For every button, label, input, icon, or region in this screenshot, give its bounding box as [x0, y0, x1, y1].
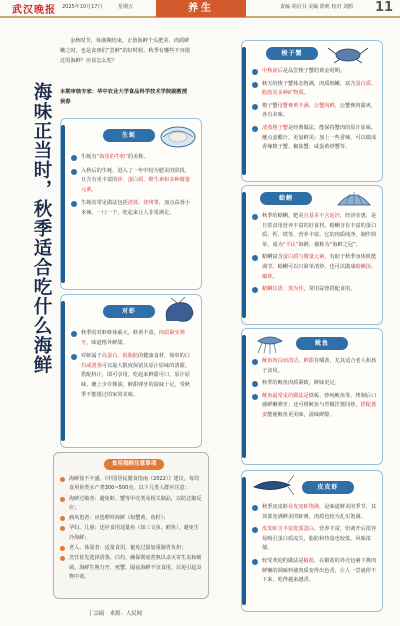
bullet-item [252, 557, 378, 586]
bullet-item [71, 153, 195, 163]
clam-title: 蛤蜊 [260, 192, 312, 205]
item-highlight: 蛤蜊汤、爆炒 [262, 263, 377, 280]
oyster-items [71, 153, 195, 223]
item-highlight: 锌、蛋白质、维生素和多种微量元素 [81, 177, 190, 193]
bullet-item [71, 199, 195, 218]
item-highlight: 高蛋白、低脂肪 [101, 353, 139, 360]
item-text: 的美称。 [127, 154, 149, 160]
bullet-icon [252, 69, 258, 75]
item-text: ，是味道鲜美的季节，其顶部充满鲜美的虾膏，肉质也较为扎实饱满。 [262, 504, 377, 520]
section-label: 养生 [156, 0, 246, 17]
item-highlight: “平民” [282, 241, 299, 248]
issue-weekday: 星期五 [118, 4, 134, 10]
item-text: 铁板、炒炖鱿鱼等，烤制后口感鲜嫩弹牙；还可将鱿鱼与青椒洋葱同炒， [262, 392, 377, 409]
item-text: ：避免虾、蟹等甲壳类及相关制品，以防过敏反应； [69, 495, 202, 511]
item-highlight: 中秋前后 [262, 68, 283, 74]
bullet-item [252, 124, 378, 153]
intro-paragraph: 金秋时节，休渔期结束，正值海鲜个头肥美、肉质鲜嫩之时，也是食客们“尝鲜”的好时候。秋季有哪些不容错过的海鲜？应该怎么吃？ [60, 38, 190, 64]
clam-card [241, 185, 383, 325]
bullet-icon [71, 169, 77, 175]
item-text: ：应选嘌呤海鲜（如蟹黄、鱼籽）； [89, 515, 169, 522]
item-highlight: 蛤蜊以清、蒸为佳 [262, 286, 304, 293]
item-text: 生蚝有 [81, 154, 97, 160]
mantis-shrimp-card [241, 470, 383, 612]
item-text: ，经济实惠，是日常食用营养丰富的好食材。蛤蜊含有丰富的蛋白质、钙、铁等，营养丰富。它的肉质纯净，制作简单，成为 [262, 213, 377, 248]
mantis-shrimp-items [252, 503, 378, 589]
item-text: 对虾属于 [81, 353, 102, 360]
item-text: ，公蟹膏肉甜爽，各有美味。 [262, 102, 377, 119]
bullet-item [60, 475, 202, 494]
issue-date: 2025年10月17日 [62, 4, 103, 10]
notes-title: 食用海鲜注意事项 [104, 459, 164, 470]
crab-items [252, 67, 378, 156]
card-stripe [242, 47, 246, 175]
clam-items [252, 212, 378, 298]
item-highlight: 皮皮虾含丰富优质蛋白 [262, 526, 314, 533]
card-stripe [242, 192, 246, 318]
item-text: ：适量食用，避免过量加重肠胃负担； [99, 545, 187, 552]
item-text: 秋季皮皮虾 [262, 504, 288, 510]
item-text: 秋季的鱿鱼肉质紧致，鲜味更足。 [262, 380, 340, 387]
item-highlight: 每周食用鱼类水产类300~500克 [69, 476, 200, 492]
source-credit: 丁宗硕 来源：人民网 [88, 611, 142, 617]
bullet-icon [60, 516, 65, 521]
bullet-icon [252, 255, 258, 261]
bullet-icon [60, 546, 65, 551]
crab-card [241, 40, 383, 182]
item-text: 等，加点蒜蓉小米辣，一口一个，吃起来让人非常满足。 [81, 200, 190, 216]
squid-title: 鱿鱼 [296, 337, 348, 350]
item-text: 生蚝的常见做法包括 [81, 200, 128, 207]
item-highlight: 白灼或清蒸 [81, 353, 190, 369]
bullet-item [252, 392, 378, 421]
mantis-shrimp-icon [250, 473, 294, 499]
mantis-shrimp-title: 皮皮虾 [302, 481, 354, 494]
card-stripe [61, 301, 65, 441]
card-stripe [242, 335, 246, 458]
bullet-icon [60, 556, 65, 561]
item-highlight: 鱿鱼肉白而清洁，鲜甜 [262, 358, 314, 364]
item-highlight: 清蒸梭子蟹 [262, 124, 288, 131]
item-highlight: 肉质紧实弹牙 [81, 330, 185, 346]
item-text: 。 [272, 273, 278, 280]
bullet-item [60, 495, 202, 514]
item-text: 是经典做法，能保持蟹肉的原汁原味。蘸点姜醋汁，更加鲜美；加上一些香辣，可以做成香辣梭子蟹、椒盐蟹、咸蛋黄炒蟹等。 [262, 124, 377, 151]
item-text: 。 [303, 90, 309, 97]
crab-icon [326, 42, 370, 64]
bullet-icon [252, 505, 258, 511]
squid-icon [254, 331, 288, 355]
bullet-icon [71, 354, 77, 360]
shrimp-items [71, 329, 195, 404]
squid-card [241, 328, 383, 465]
page-number: 11 [375, 0, 394, 15]
item-highlight: 清蒸、烧烤 [127, 200, 154, 207]
bullet-icon [71, 201, 77, 207]
bullet-item [252, 212, 378, 250]
item-text: ，在椒盐的外壳包裹下酱肉鲜嫩的调味料使肉质变得出色香，让人一尝就停不下来，吃得越来越香。 [262, 557, 377, 584]
bullet-icon [252, 527, 258, 533]
bullet-icon [71, 331, 77, 337]
item-text: 秋季的对虾虾体硕大，虾黄丰盈， [81, 330, 159, 336]
item-highlight: 母皮皮虾饱满 [287, 504, 320, 510]
squid-items [252, 357, 378, 424]
bullet-item [71, 167, 195, 196]
item-highlight: 痛风患者 [69, 515, 90, 522]
item-text: 海鲜盐不丰盛。《中国居民膳食指南（2022）》建议， [69, 476, 189, 482]
clam-icon [334, 187, 374, 211]
oyster-icon [159, 123, 197, 149]
bullet-item [71, 352, 195, 400]
bullet-item [252, 357, 378, 376]
item-text: 入秋后的生蚝，进入了一年中较为肥美的阶段，且含有更丰富的 [81, 167, 190, 184]
item-highlight: 海鲜过敏者 [69, 495, 95, 502]
item-text: 能使鱿鱼更美味，滋味鲜醇。 [267, 411, 335, 418]
bullet-item [60, 524, 202, 543]
bullet-icon [252, 126, 258, 132]
item-text: 蛤蜊富含 [262, 254, 283, 261]
item-text: 秋季的蛤蜊，肥美 [262, 213, 304, 219]
shrimp-icon [161, 297, 197, 327]
item-text: ，以下几类人群应注意： [133, 485, 190, 492]
item-text: ，常用蒜蓉搭配食用。 [303, 286, 356, 293]
bullet-item [252, 67, 378, 77]
notes-card [53, 452, 209, 599]
expert-credit: 本期审核专家：华中农业大学食品科学技术学院副教授 侯春 [60, 89, 188, 105]
bullet-icon [252, 381, 258, 387]
card-stripe [242, 477, 246, 605]
bullet-icon [60, 526, 65, 531]
item-text: ：还应食用适量鱼（如三文鱼、鳕鱼），避免生冷海鲜； [69, 525, 199, 541]
bullet-icon [60, 477, 65, 482]
oyster-card [60, 118, 202, 290]
bullet-icon [252, 82, 258, 88]
item-highlight: 清蒸、白灼 [99, 555, 126, 562]
item-text: 较受欢迎的做法是 [262, 557, 304, 564]
oyster-title: 生蚝 [103, 129, 155, 142]
item-text: 梭子蟹 [262, 102, 278, 109]
bullet-icon [252, 394, 258, 400]
bullet-item [60, 514, 202, 523]
item-highlight: 蛋白质与微量元素 [282, 254, 325, 261]
item-highlight: 鱿鱼最常见的做法是 [262, 392, 309, 399]
item-text: 海鲜，被称为“海鲜之冠”。 [298, 241, 361, 248]
item-text: 秋天的梭子蟹体态饱满，肉质细嫩，富含 [262, 80, 356, 87]
item-highlight: 且基本不含泥沙 [303, 213, 340, 219]
bullet-item [71, 329, 195, 348]
item-text: 可以最大限度保留其原汁原味的清甜。搭配料汁，即可享用，吃起来鲜甜可口，原汁原味，蘸上少许酱油，鲜甜弹牙的滋味十足，受秋季不能错过的家常美味。 [81, 362, 190, 398]
bullet-item [252, 102, 378, 121]
item-highlight: 老人、体弱者 [69, 545, 100, 552]
bullet-item [252, 285, 378, 295]
bullet-icon [252, 559, 258, 565]
bullet-item [252, 503, 378, 522]
bullet-item [252, 80, 378, 99]
item-text: 的健康食材，简单的 [138, 353, 185, 360]
bullet-icon [71, 155, 77, 161]
bullet-item [252, 253, 378, 282]
bullet-icon [252, 214, 258, 220]
bullet-item [60, 554, 202, 582]
item-text: ，有助于秋季身体机能调节。蛤蜊可以只简单清炒，也可以做成 [262, 254, 377, 270]
item-highlight: “海里的牛奶” [96, 154, 128, 160]
crab-title: 梭子蟹 [266, 47, 318, 60]
bullet-icon [60, 497, 65, 502]
item-highlight: 椒盐 [303, 557, 314, 564]
item-text: 是品尝梭子蟹的黄金时期。 [282, 68, 346, 74]
shrimp-card [60, 294, 202, 448]
item-highlight: 搭配葱姜 [262, 402, 377, 418]
bullet-icon [252, 104, 258, 110]
item-highlight: 蛋白质、脂肪及多种矿物质 [262, 80, 377, 97]
bullet-item [252, 525, 378, 554]
item-highlight: 孕妇、儿童 [69, 525, 95, 532]
item-text: 。 [91, 186, 97, 193]
item-text: ，味道格外鲜甜。 [86, 339, 128, 346]
bullet-icon [252, 359, 258, 365]
item-highlight: 母蟹膏黄丰满，公蟹肉鲜 [277, 102, 335, 109]
editor-credits: 责编 胡启书 美编 徐莉 校对 刘鸥 [280, 4, 353, 10]
bullet-item [252, 379, 378, 389]
item-text: 有嚼劲，尤其适合老人和孩子食用。 [262, 358, 377, 374]
item-text: ，营养丰富，但剥开后很容易吸引蛋白质流失，脂肪和热量也较低，风味浓郁。 [262, 526, 377, 552]
notes-items [60, 475, 202, 583]
main-headline: 海味正当时，秋季适合吃什么海鲜 [31, 82, 52, 375]
item-text: ，确保彻底煮熟以杀灭寄生虫和细菌。海鲜生熟分开，死蟹、隔夜海鲜不宜食用，以免引起食物中毒。 [69, 555, 202, 580]
shrimp-title: 对虾 [103, 305, 155, 318]
bullet-icon [252, 287, 258, 293]
item-text: 烹饪优先选择 [69, 555, 100, 562]
bullet-item [60, 544, 202, 553]
masthead-logo: 武汉晚报 [12, 5, 56, 16]
card-stripe [61, 125, 65, 283]
